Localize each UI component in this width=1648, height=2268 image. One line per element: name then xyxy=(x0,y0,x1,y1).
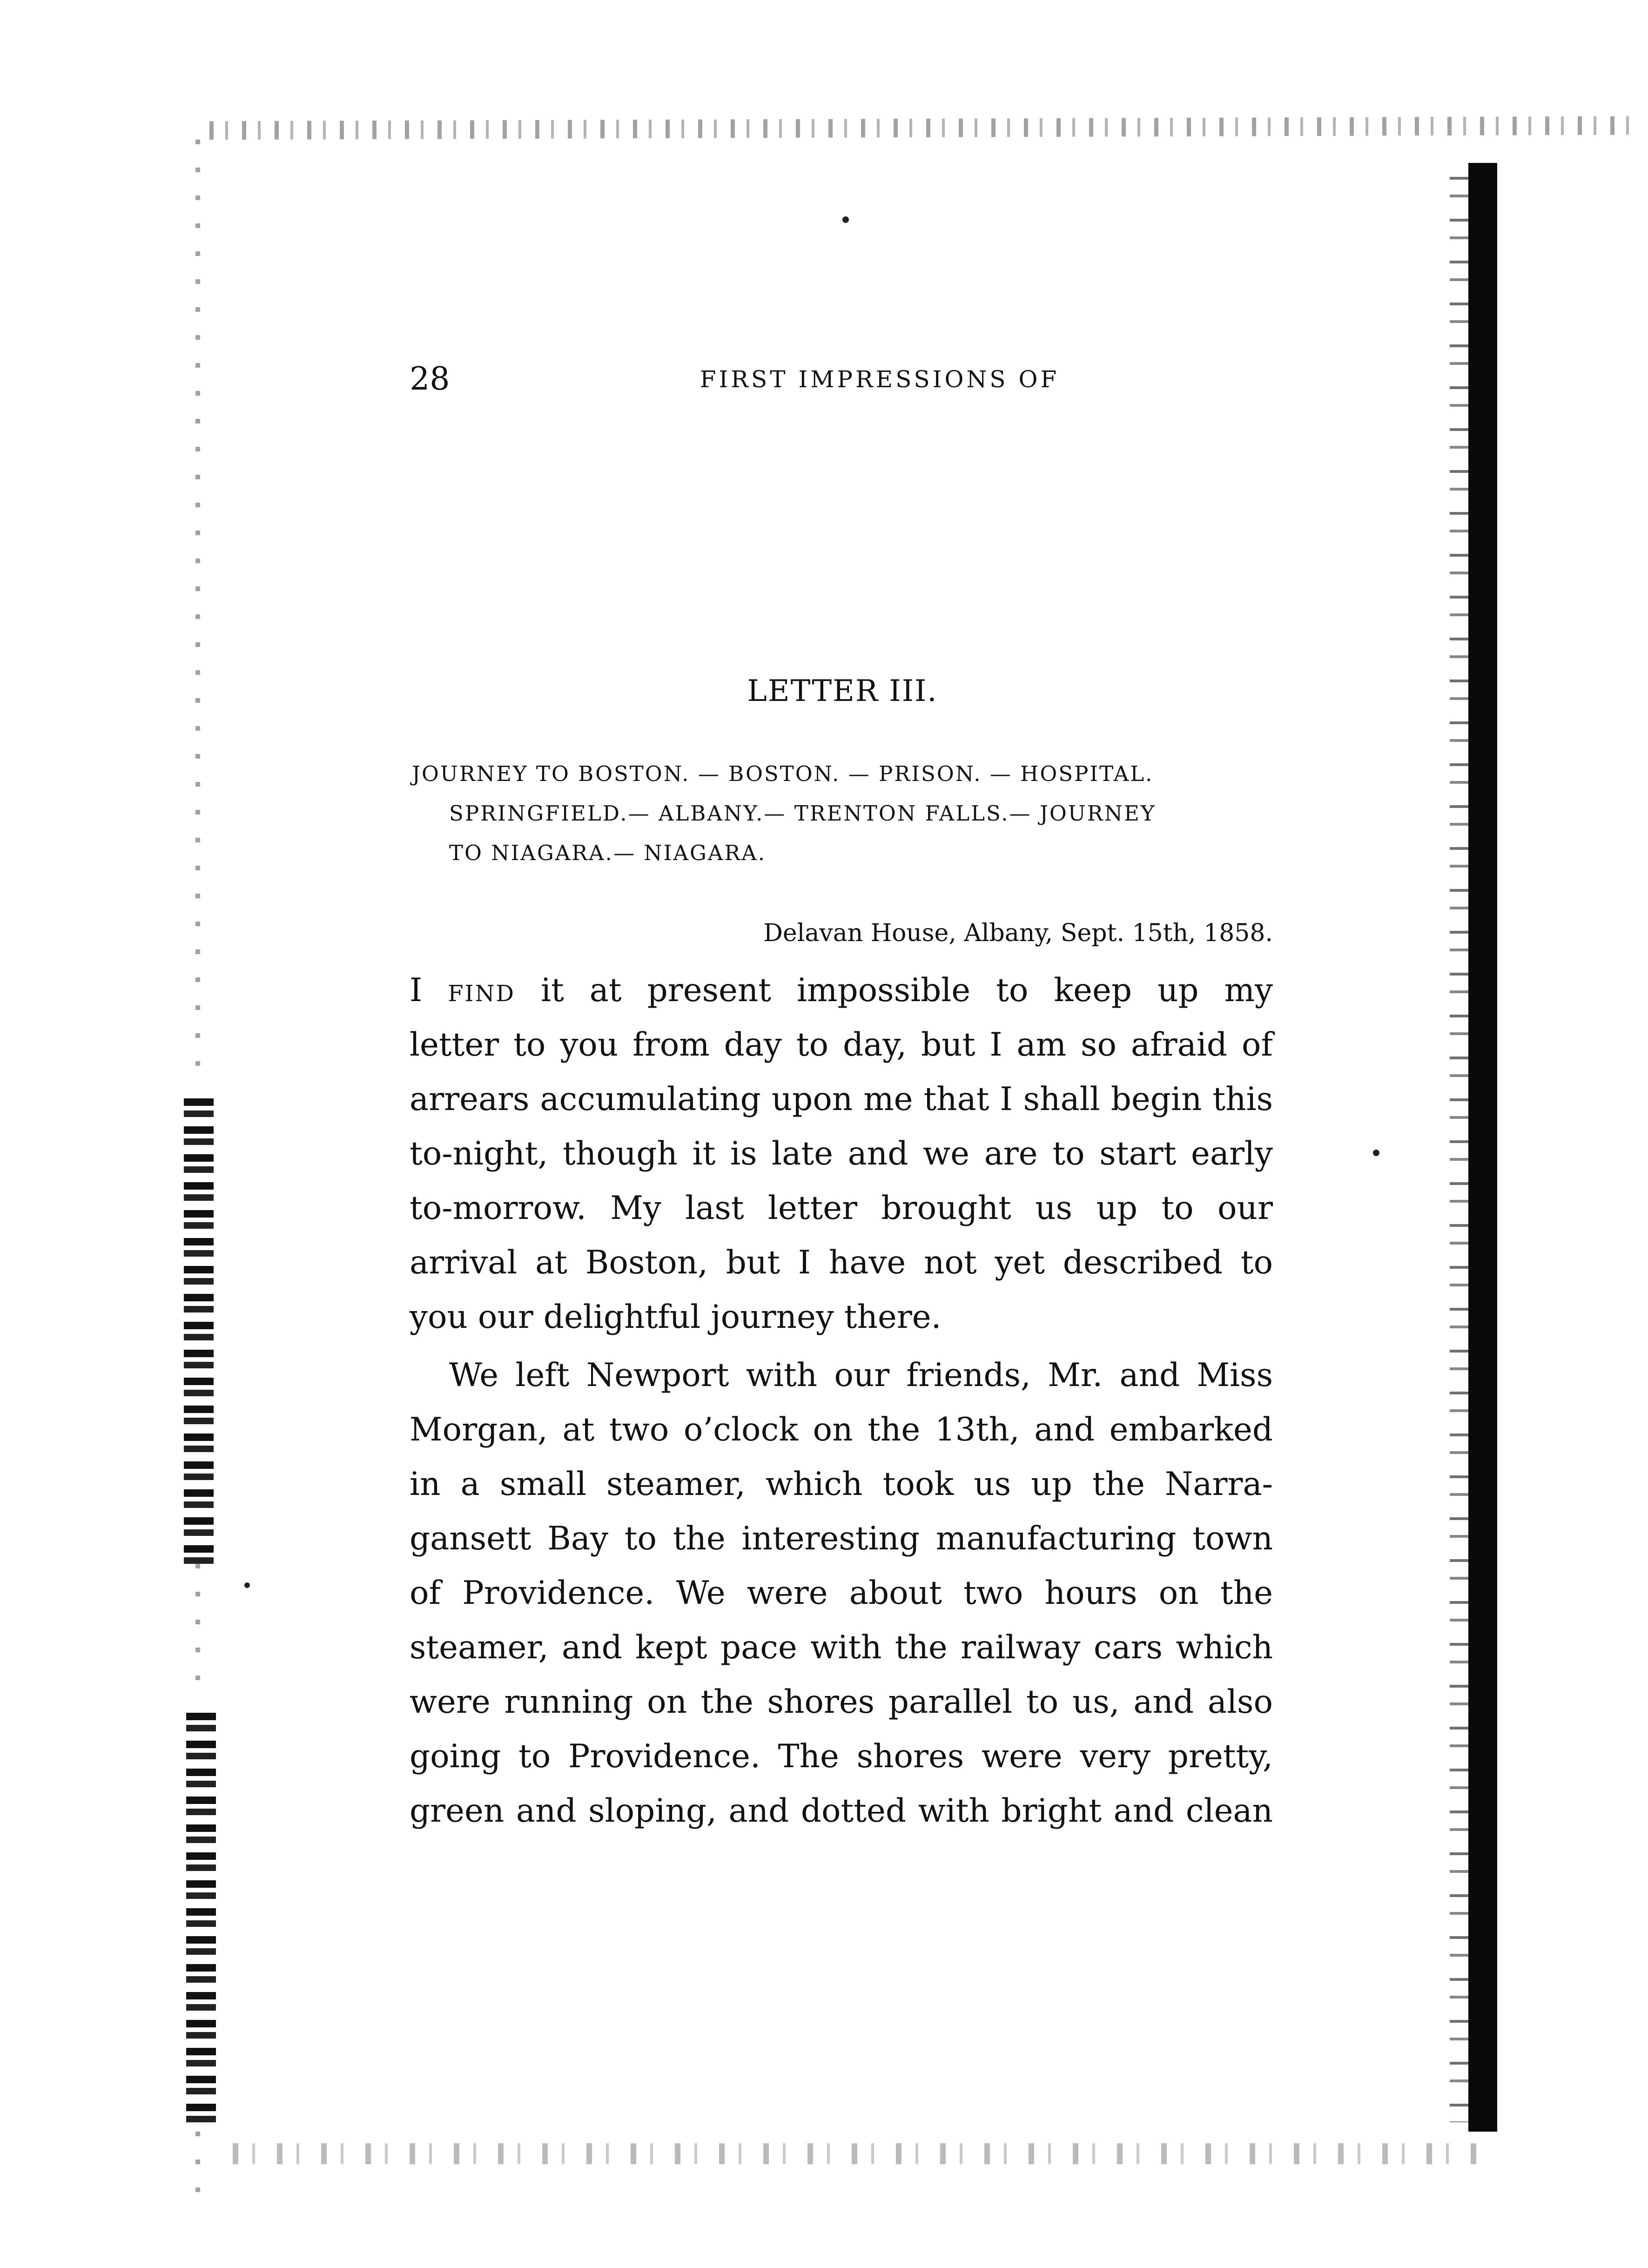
dateline: Delavan House, Albany, Sept. 15th, 1858. xyxy=(763,919,1273,947)
text-line: to-morrow. My last letter brought us up to our xyxy=(410,1190,1273,1227)
synopsis-line: SPRINGFIELD.— ALBANY.— TRENTON FALLS.— JOURNEY xyxy=(449,801,1156,826)
running-title: FIRST IMPRESSIONS OF xyxy=(700,366,1060,393)
synopsis-line: TO NIAGARA.— NIAGARA. xyxy=(449,841,767,865)
text-line: were running on the shores parallel to us, and also xyxy=(410,1683,1273,1721)
text-line: of Providence. We were about two hours on the xyxy=(410,1575,1273,1612)
text-line: steamer, and kept pace with the railway cars which xyxy=(410,1629,1273,1666)
scan-left-edge xyxy=(184,140,235,2160)
text-line: green and sloping, and dotted with bright and clean xyxy=(410,1792,1273,1830)
text-line: in a small steamer, which took us up the Narra- xyxy=(410,1466,1273,1503)
text-line: letter to you from day to day, but I am so afraid of xyxy=(410,1026,1273,1063)
letter-synopsis xyxy=(412,754,1273,873)
text-line: to-night, though it is late and we are to start early xyxy=(410,1135,1273,1172)
text-line xyxy=(410,963,1273,1018)
binding-edge-texture xyxy=(1450,177,1468,2122)
letter-heading: LETTER III. xyxy=(747,674,938,708)
synopsis-line: JOURNEY TO BOSTON. — BOSTON. — PRISON. — HOSPITAL. xyxy=(412,761,1154,786)
text-line-rest: it at present impossible to keep up my xyxy=(515,972,1273,1009)
text-line: Morgan, at two o’clock on the 13th, and embarked xyxy=(410,1411,1273,1448)
scan-bottom-edge xyxy=(233,2143,1489,2164)
running-head xyxy=(410,358,1275,400)
ink-speck xyxy=(244,1582,250,1588)
small-caps-word: find xyxy=(448,972,515,1009)
binding-shadow xyxy=(1468,163,1497,2132)
drop-word: I xyxy=(410,972,423,1009)
text-line: going to Providence. The shores were very pretty, xyxy=(410,1738,1273,1775)
text-line: arrival at Boston, but I have not yet described to xyxy=(410,1244,1273,1281)
text-line: gansett Bay to the interesting manufacturing town xyxy=(410,1520,1273,1557)
ink-speck xyxy=(842,216,849,223)
body-text xyxy=(410,963,1273,1838)
scan-top-edge xyxy=(209,116,1629,140)
ink-speck xyxy=(1373,1150,1379,1156)
page-number: 28 xyxy=(410,361,450,397)
text-line: arrears accumulating upon me that I shall begin this xyxy=(410,1081,1273,1118)
text-line: We left Newport with our friends, Mr. and Miss xyxy=(449,1357,1273,1394)
text-line: you our delightful journey there. xyxy=(410,1299,942,1336)
